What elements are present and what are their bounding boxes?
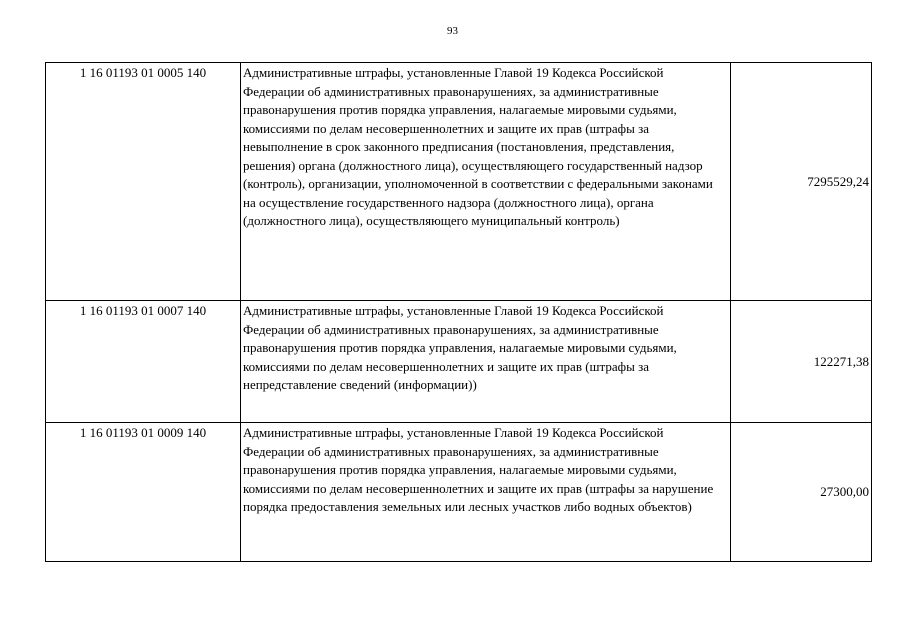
table-row [46, 63, 872, 301]
table-row [46, 301, 872, 423]
classification-code: 1 16 01193 01 0007 140 [46, 301, 241, 423]
amount-value: 7295529,24 [731, 63, 872, 301]
budget-revenue-table [45, 62, 872, 562]
classification-code: 1 16 01193 01 0009 140 [46, 423, 241, 562]
amount-value: 122271,38 [731, 301, 872, 423]
revenue-description: Административные штрафы, установленные Главой 19 Кодекса Российской Федерации об административных правонарушениях, за административные правонарушения против порядка управления, налагаемые мировыми судьями, комиссиями по делам несовершеннолетних и защите их прав (штрафы за непредставление сведений (информации)) [241, 301, 731, 423]
amount-value: 27300,00 [731, 423, 872, 562]
revenue-description: Административные штрафы, установленные Главой 19 Кодекса Российской Федерации об административных правонарушениях, за административные правонарушения против порядка управления, налагаемые мировыми судьями, комиссиями по делам несовершеннолетних и защите их прав (штрафы за невыполнение в срок законного предписания (постановления, представления, решения) органа (должностного лица), осуществляющего государственный надзор (контроль), организации, уполномоченной в соответствии с федеральными законами на осуществление государственного надзора (должностного лица), органа (должностного лица), осуществляющего муниципальный контроль) [241, 63, 731, 301]
page-number: 93 [447, 25, 458, 37]
table-row [46, 423, 872, 562]
revenue-description: Административные штрафы, установленные Главой 19 Кодекса Российской Федерации об административных правонарушениях, за административные правонарушения против порядка управления, налагаемые мировыми судьями, комиссиями по делам несовершеннолетних и защите их прав (штрафы за нарушение порядка предоставления земельных или лесных участков либо водных объектов) [241, 423, 731, 562]
classification-code: 1 16 01193 01 0005 140 [46, 63, 241, 301]
